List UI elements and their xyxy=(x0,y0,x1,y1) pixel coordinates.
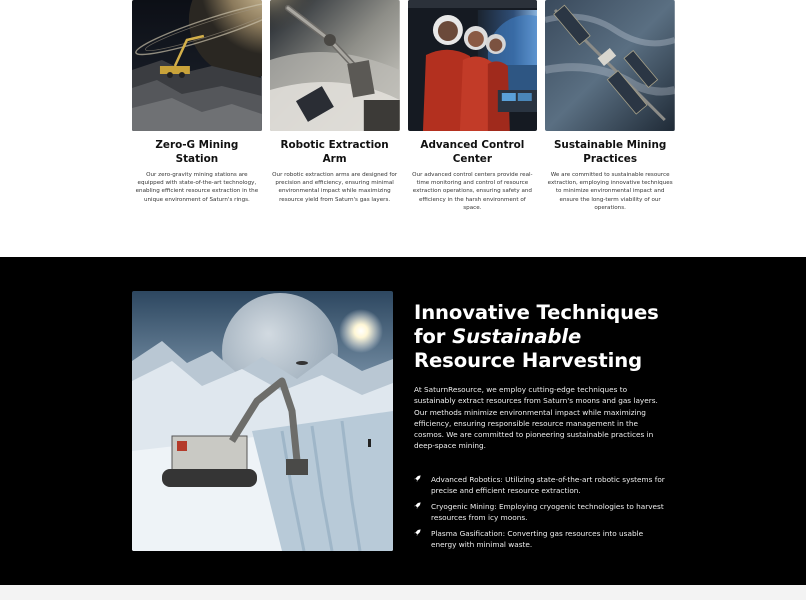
feature-cards xyxy=(132,0,675,256)
feature-card-title: Sustainable Mining Practices xyxy=(553,139,667,165)
list-item-text: Plasma Gasification: Converting gas resources into usable energy with minimal waste. xyxy=(431,529,644,550)
feature-card-sustainable-mining xyxy=(545,0,675,256)
techniques-list xyxy=(414,474,669,551)
icy-excavator-photo xyxy=(132,291,393,551)
feature-card-robotic-arm xyxy=(270,0,400,256)
robotic-arm-photo xyxy=(270,0,400,131)
feature-card-description: Our zero-gravity mining stations are equipped with state-of-the-art technology, enabling efficient resource extraction in the unique environment of Saturn's rings. xyxy=(135,172,259,203)
feature-card-control-center xyxy=(408,0,538,256)
feature-card-title: Advanced Control Center xyxy=(420,139,525,165)
rocket-icon xyxy=(414,475,423,486)
rocket-icon xyxy=(414,529,423,540)
feature-card-description: Our advanced control centers provide real-time monitoring and control of resource extraction operations, ensuring safety and efficiency in the harsh environment of space. xyxy=(412,172,533,211)
techniques-intro: At SaturnResource, we employ cutting-edge techniques to sustainably extract resources from Saturn's moons and gas layers. Our methods minimize environmental impact while maximizing efficiency, ensuring responsible resource management in the cosmos. We are committed to pioneering sustainable practices in deep-space mining. xyxy=(414,385,658,450)
list-item-text: Advanced Robotics: Utilizing state-of-the-art robotic systems for precise and efficient resource extraction. xyxy=(431,474,665,496)
heading-for: for xyxy=(414,324,446,348)
feature-card-title: Robotic Extraction Arm xyxy=(280,139,389,165)
space-station-photo xyxy=(545,0,675,131)
rocket-icon xyxy=(414,502,423,513)
techniques-content xyxy=(414,301,669,556)
feature-card-description: We are committed to sustainable resource extraction, employing innovative techniques to minimize environmental impact and ensure the long-term viability of our operations. xyxy=(547,172,673,211)
techniques-heading xyxy=(414,301,669,372)
heading-line-1: Innovative Techniques xyxy=(414,301,659,324)
footer-strip xyxy=(0,585,806,600)
feature-card-zero-g-mining xyxy=(132,0,262,256)
list-item xyxy=(414,501,669,523)
list-item-text: Cryogenic Mining: Employing cryogenic technologies to harvest resources from icy moons. xyxy=(431,502,664,523)
techniques-section xyxy=(0,257,806,585)
control-center-photo xyxy=(408,0,538,131)
list-item xyxy=(414,474,669,496)
mining-station-photo xyxy=(132,0,262,131)
list-item xyxy=(414,528,669,550)
heading-line-3: Resource Harvesting xyxy=(414,348,643,372)
feature-card-title: Zero-G Mining Station xyxy=(155,139,239,165)
feature-card-description: Our robotic extraction arms are designed for precision and efficiency, ensuring minimal environmental impact while maximizing resource yield from Saturn's gas layers. xyxy=(272,172,398,203)
heading-emphasis: Sustainable xyxy=(452,324,582,348)
